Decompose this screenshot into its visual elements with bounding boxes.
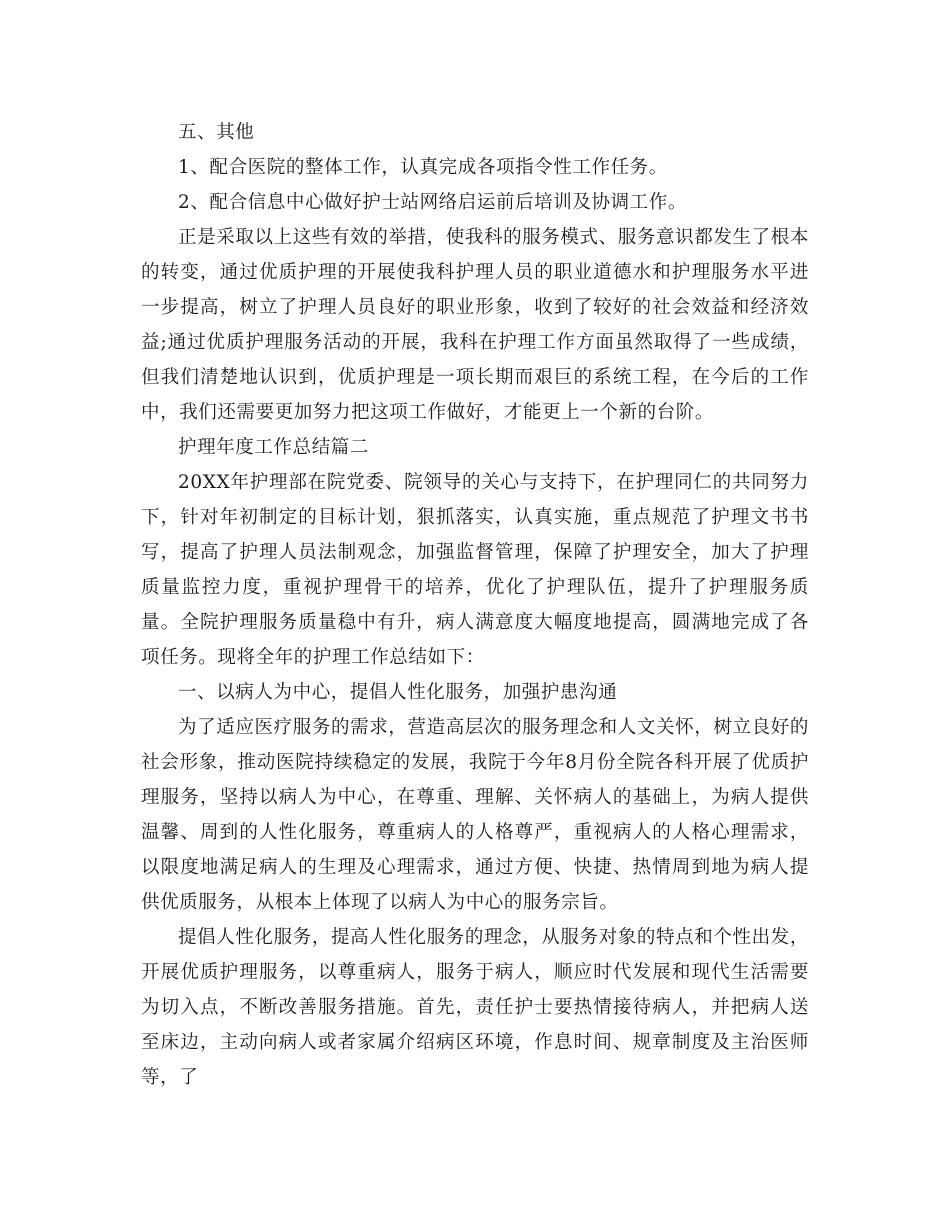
list-item: 2、配合信息中心做好护士站网络启运前后培训及协调工作。 (178, 192, 687, 213)
article-title: 护理年度工作总结篇二 (178, 437, 370, 458)
list-item: 1、配合医院的整体工作，认真完成各项指令性工作任务。 (178, 157, 668, 178)
body-paragraph: 20XX年护理部在院党委、院领导的关心与支持下，在护理同仁的共同努力下，针对年初制定的目标计划，狠抓落实，认真实施，重点规范了护理文书书写，提高了护理人员法制观念，加强监督管理，保障了护理安全，加大了护理质量监控力度，重视护理骨干的培养，优化了护理队伍，提升了护理服务质量。全院护理服务质量稳中有升，病人满意度大幅度地提高，圆满地完成了各项任务。现将全年的护理工作总结如下： (141, 472, 809, 668)
body-paragraph: 提倡人性化服务，提高人性化服务的理念，从服务对象的特点和个性出发，开展优质护理服务，以尊重病人，服务于病人，顺应时代发展和现代生活需要为切入点，不断改善服务措施。首先，责任护士要热情接待病人，并把病人送至床边，主动向病人或者家属介绍病区环境，作息时间、规章制度及主治医师等，了 (141, 927, 809, 1088)
body-paragraph: 正是采取以上这些有效的举措，使我科的服务模式、服务意识都发生了根本的转变，通过优质护理的开展使我科护理人员的职业道德水和护理服务水平进一步提高，树立了护理人员良好的职业形象，收到了较好的社会效益和经济效益;通过优质护理服务活动的开展，我科在护理工作方面虽然取得了一些成绩，但我们清楚地认识到，优质护理是一项长期而艰巨的系统工程，在今后的工作中，我们还需要更加努力把这项工作做好，才能更上一个新的台阶。 (141, 227, 809, 423)
body-paragraph: 为了适应医疗服务的需求，营造高层次的服务理念和人文关怀，树立良好的社会形象，推动医院持续稳定的发展，我院于今年8月份全院各科开展了优质护理服务，坚持以病人为中心，在尊重、理解、关怀病人的基础上，为病人提供温馨、周到的人性化服务，尊重病人的人格尊严，重视病人的人格心理需求，以限度地满足病人的生理及心理需求，通过方便、快捷、热情周到地为病人提供优质服务，从根本上体现了以病人为中心的服务宗旨。 (141, 717, 809, 913)
document-body (141, 115, 809, 1095)
section-heading: 一、以病人为中心，提倡人性化服务，加强护患沟通 (178, 682, 618, 703)
section-heading-other: 五、其他 (178, 122, 255, 143)
